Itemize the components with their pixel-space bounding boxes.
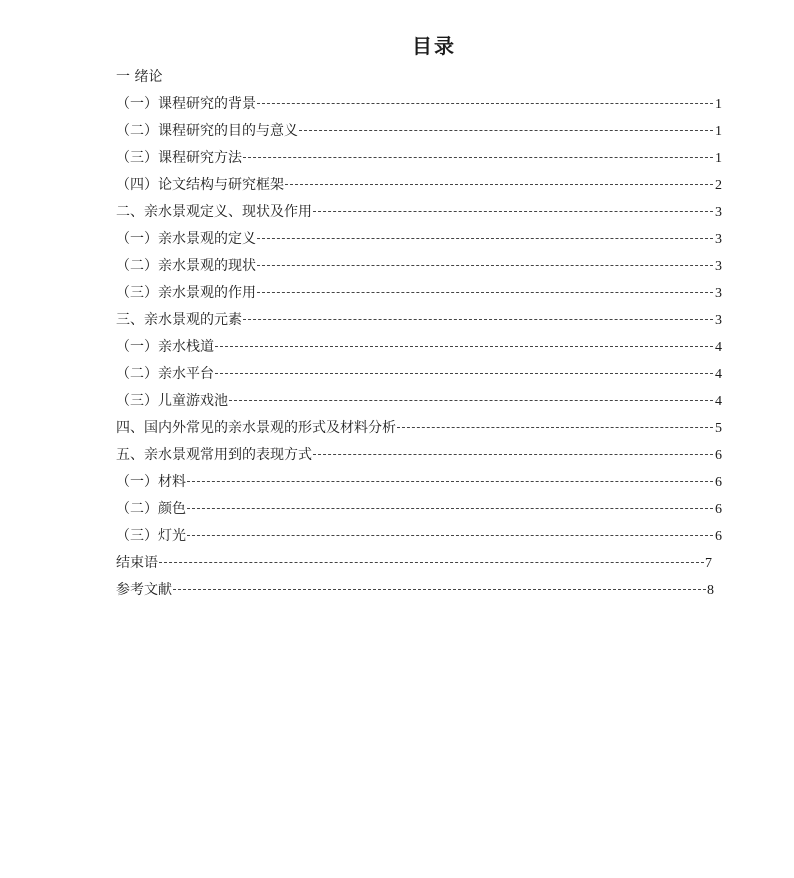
dotted-leader (243, 156, 713, 158)
toc-entry-label: （二）亲水平台 (116, 366, 214, 382)
toc-entry-label: 三、亲水景观的元素 (116, 312, 242, 328)
dotted-leader (187, 534, 713, 536)
dotted-leader (257, 237, 713, 239)
toc-entry-page: 3 (715, 286, 722, 301)
toc-entry-label: 一 绪论 (116, 69, 163, 85)
toc-entry-label: （一）材料 (116, 474, 186, 490)
toc-entry[interactable] (116, 334, 722, 361)
toc-entry-page: 7 (705, 556, 712, 571)
toc-entry-label: 四、国内外常见的亲水景观的形式及材料分析 (116, 420, 396, 436)
dotted-leader (257, 102, 713, 104)
toc-entry-page: 1 (715, 151, 722, 166)
toc-entry[interactable] (116, 226, 722, 253)
toc-entry-page: 1 (715, 124, 722, 139)
toc-entry-page: 4 (715, 394, 722, 409)
toc-entry-label: 二、亲水景观定义、现状及作用 (116, 204, 312, 220)
toc-entry[interactable] (116, 442, 722, 469)
toc-entry-page: 3 (715, 205, 722, 220)
toc-entry[interactable] (116, 361, 722, 388)
toc-entry-page: 4 (715, 340, 722, 355)
toc-entry-page: 8 (707, 583, 714, 598)
toc-entry[interactable] (116, 145, 722, 172)
toc-entry[interactable] (116, 388, 722, 415)
toc-entry[interactable] (116, 496, 722, 523)
toc-entry-page: 3 (715, 313, 722, 328)
toc-entry-page: 2 (715, 178, 722, 193)
toc-entry[interactable] (116, 577, 714, 604)
toc-entry-label: （四）论文结构与研究框架 (116, 177, 284, 193)
toc-entry[interactable] (116, 118, 722, 145)
dotted-leader (285, 183, 713, 185)
toc-entry-label: （二）亲水景观的现状 (116, 258, 256, 274)
toc-entry[interactable] (116, 91, 722, 118)
toc-entry[interactable] (116, 550, 712, 577)
toc-title: 目录 (412, 34, 456, 58)
toc-entry-page: 6 (715, 529, 722, 544)
toc-entry-page: 4 (715, 367, 722, 382)
dotted-leader (187, 480, 713, 482)
toc-entry[interactable] (116, 307, 722, 334)
toc-entry[interactable] (116, 172, 722, 199)
toc-entry-label: （一）亲水景观的定义 (116, 231, 256, 247)
toc-entry[interactable] (116, 253, 722, 280)
toc-entry-label: 结束语 (116, 555, 158, 571)
toc-entry-page: 3 (715, 232, 722, 247)
toc-entry-label: （二）课程研究的目的与意义 (116, 123, 298, 139)
dotted-leader (257, 264, 713, 266)
dotted-leader (215, 372, 713, 374)
dotted-leader (187, 507, 713, 509)
toc-entry-page: 1 (715, 97, 722, 112)
dotted-leader (299, 129, 713, 131)
toc-entry-label: （一）亲水栈道 (116, 339, 214, 355)
toc-entry[interactable] (116, 64, 722, 91)
toc-entry[interactable] (116, 199, 722, 226)
dotted-leader (229, 399, 713, 401)
toc-entry[interactable] (116, 469, 722, 496)
dotted-leader (257, 291, 713, 293)
dotted-leader (313, 210, 713, 212)
toc-entry-label: （三）课程研究方法 (116, 150, 242, 166)
dotted-leader (397, 426, 713, 428)
dotted-leader (173, 588, 706, 590)
toc-entry-page: 6 (715, 448, 722, 463)
toc-entry-page: 5 (715, 421, 722, 436)
toc-entry-label: 五、亲水景观常用到的表现方式 (116, 447, 312, 463)
toc-entry-label: （三）灯光 (116, 528, 186, 544)
toc-entry-page: 6 (715, 502, 722, 517)
toc-entry-label: （三）亲水景观的作用 (116, 285, 256, 301)
toc-list (116, 64, 722, 604)
toc-entry-page: 3 (715, 259, 722, 274)
toc-entry[interactable] (116, 280, 722, 307)
toc-entry-label: （三）儿童游戏池 (116, 393, 228, 409)
toc-entry-page: 6 (715, 475, 722, 490)
toc-entry[interactable] (116, 523, 722, 550)
toc-entry-label: （一）课程研究的背景 (116, 96, 256, 112)
toc-entry-label: 参考文献 (116, 582, 172, 598)
dotted-leader (215, 345, 713, 347)
toc-entry[interactable] (116, 415, 722, 442)
dotted-leader (313, 453, 713, 455)
dotted-leader (243, 318, 713, 320)
toc-entry-label: （二）颜色 (116, 501, 186, 517)
dotted-leader (159, 561, 704, 563)
